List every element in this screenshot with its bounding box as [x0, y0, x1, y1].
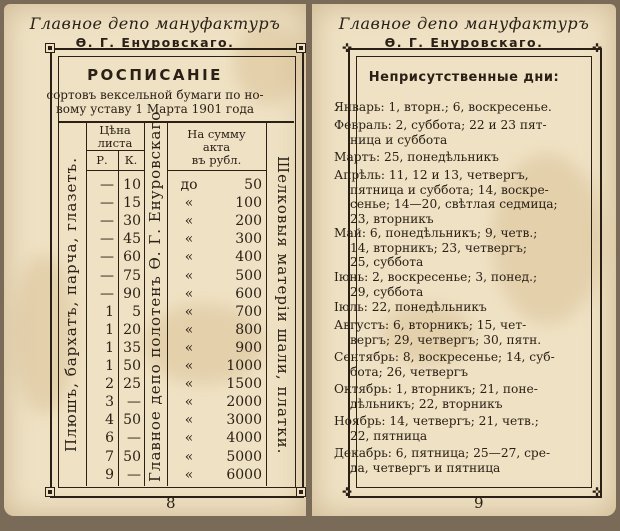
holiday-month: Январь:	[334, 100, 385, 114]
holiday-line	[334, 150, 602, 165]
holidays-title: Неприсутственные дни:	[368, 70, 560, 85]
sum-value-cell: 1000	[226, 358, 262, 374]
price-rub-cell: 1	[105, 303, 114, 320]
holiday-days: 23, вторникъ	[350, 211, 434, 226]
holiday-line	[334, 241, 602, 256]
holiday-days: 1, вторникъ; 21, поне-	[395, 382, 538, 396]
sum-prefix-cell: «	[184, 267, 194, 284]
price-rub-cell: 4	[105, 412, 114, 429]
col-sum-line1: На сумму	[187, 127, 246, 141]
left-vertical-text: Плюшъ, бархатъ, парча, глазетъ.	[62, 157, 80, 453]
sum-prefix-cell: «	[184, 394, 194, 411]
corner-ornament-icon: ✜	[342, 485, 353, 499]
holiday-line	[334, 446, 602, 461]
price-kop-cell: 35	[123, 339, 141, 356]
price-rub-cell: —	[100, 231, 114, 248]
corner-ornament-icon: ✜	[592, 41, 603, 55]
holiday-line	[334, 414, 602, 429]
holiday-line	[334, 226, 602, 241]
sum-prefix-cell: «	[184, 285, 194, 302]
sum-value-cell: 600	[235, 285, 262, 302]
holiday-days: 6, вторникъ; 15, чет-	[392, 318, 527, 332]
sum-prefix-cell: «	[184, 231, 194, 248]
holiday-line	[334, 168, 602, 183]
holiday-line	[334, 429, 602, 444]
price-rub-cell: —	[100, 285, 114, 302]
price-kop-cell: 50	[123, 358, 141, 374]
sum-prefix-cell: «	[184, 195, 194, 212]
corner-ornament-icon	[45, 43, 55, 53]
sum-prefix-cell: «	[184, 249, 194, 266]
price-rub-cell: 1	[105, 358, 114, 374]
price-kop-cell: 50	[123, 448, 141, 465]
sum-value-cell: 5000	[226, 448, 262, 465]
holiday-month: Октябрь:	[334, 382, 392, 396]
table-hline	[167, 170, 266, 171]
holiday-line	[334, 212, 602, 227]
price-kop-cell: —	[127, 466, 141, 483]
holiday-line	[334, 183, 602, 198]
price-kop-cell: —	[127, 430, 141, 447]
right-page-number: 9	[474, 494, 484, 512]
sum-value-cell: 6000	[226, 466, 262, 483]
holiday-days: 29, суббота	[350, 284, 424, 299]
price-rub-cell: —	[100, 267, 114, 284]
col-price-line2: листа	[97, 136, 133, 150]
holiday-month: Сентябрь:	[334, 350, 399, 364]
price-kop-cell: 10	[123, 177, 141, 193]
holiday-entry	[334, 118, 602, 147]
sum-value-cell: 200	[235, 213, 262, 230]
sum-value-cell: 800	[235, 321, 262, 338]
holiday-line	[334, 285, 602, 300]
holiday-line	[334, 270, 602, 285]
holiday-days: 2, суббота; 22 и 23 пят-	[395, 118, 547, 132]
sum-prefix-cell: «	[184, 430, 194, 447]
sum-prefix-cell: до	[180, 177, 198, 193]
holiday-days: сенье; 14—20, свѣтлая седмица;	[350, 197, 558, 211]
price-kop-cell: 20	[123, 321, 141, 338]
holiday-line	[334, 318, 602, 333]
holiday-entry	[334, 446, 602, 475]
holiday-entry	[334, 100, 602, 115]
sum-value-cell: 4000	[226, 430, 262, 447]
holiday-days: 2, воскресенье; 3, понед.;	[372, 270, 538, 284]
price-rub-cell: 1	[105, 339, 114, 356]
sum-prefix-cell: «	[184, 213, 194, 230]
sum-prefix-cell: «	[184, 448, 194, 465]
holiday-days: 14, вторникъ; 23, четвергъ;	[350, 240, 527, 255]
sum-value-cell: 50	[244, 177, 262, 193]
holiday-entry	[334, 150, 602, 165]
price-kop-cell: 15	[123, 195, 141, 212]
holiday-entry	[334, 414, 602, 443]
holiday-days: 6, пятница; 25—27, сре-	[395, 446, 551, 460]
col-price-line1: Цѣна	[99, 123, 131, 137]
holiday-line	[334, 461, 602, 476]
sum-prefix-cell: «	[184, 412, 194, 429]
holiday-month: Іюль:	[334, 300, 368, 314]
left-header-line1: Главное депо мануфактуръ	[29, 14, 281, 33]
sum-prefix-cell: «	[184, 321, 194, 338]
corner-ornament-icon	[296, 487, 306, 497]
sum-value-cell: 500	[235, 267, 262, 284]
sum-value-cell: 900	[235, 339, 262, 356]
col-sum-header	[167, 128, 266, 167]
price-kop-cell: 45	[123, 231, 141, 248]
price-rub-cell: 6	[105, 430, 114, 447]
sum-value-cell: 1500	[226, 376, 262, 393]
holiday-line	[334, 300, 602, 315]
holiday-days: да, четвергъ и пятница	[350, 460, 501, 475]
left-page-number: 8	[166, 494, 176, 512]
sum-prefix-cell: «	[184, 376, 194, 393]
corner-ornament-icon	[296, 43, 306, 53]
corner-ornament-icon	[45, 487, 55, 497]
holiday-month: Апрѣль:	[334, 168, 385, 182]
holiday-days: 14, четвергъ; 21, четв.;	[389, 414, 539, 428]
price-kop-cell: 60	[123, 249, 141, 266]
col-rub-header: Р.	[96, 153, 108, 167]
holiday-line	[334, 397, 602, 412]
sum-value-cell: 300	[235, 231, 262, 248]
right-header-line2: Ѳ. Г. Енуровскаго.	[384, 35, 544, 50]
holiday-month: Декабрь:	[334, 446, 392, 460]
holiday-days: пятница и суббота; 14, воскре-	[350, 182, 549, 197]
table-vline	[86, 122, 87, 486]
holiday-month: Май:	[334, 226, 366, 240]
sum-prefix-cell: «	[184, 303, 194, 320]
holiday-days: 1, вторн.; 6, воскресенье.	[388, 100, 552, 114]
holiday-month: Ноябрь:	[334, 414, 386, 428]
schedule-subtitle-1: сортовъ вексельной бумаги по но-	[46, 88, 264, 102]
table-hline	[86, 170, 144, 171]
holiday-days: 8, воскресенье; 14, суб-	[402, 350, 555, 364]
price-rub-cell: —	[100, 177, 114, 193]
middle-vertical-text: Главное депо полотенъ Ѳ. Г. Енуровскаго	[146, 110, 164, 482]
sum-value-cell: 2000	[226, 394, 262, 411]
holiday-month: Іюнь:	[334, 270, 369, 284]
right-page	[312, 4, 616, 516]
holiday-month: Февраль:	[334, 118, 392, 132]
sum-value-cell: 100	[235, 195, 262, 212]
price-kop-cell: 5	[132, 303, 141, 320]
price-rub-cell: —	[100, 195, 114, 212]
table-vline	[144, 122, 145, 486]
corner-ornament-icon: ✜	[342, 41, 353, 55]
sum-prefix-cell: «	[184, 339, 194, 356]
col-kop-header: К.	[124, 153, 138, 167]
holiday-line	[334, 350, 602, 365]
left-page	[4, 4, 306, 516]
price-rub-cell: 7	[105, 448, 114, 465]
price-rub-cell: —	[100, 249, 114, 266]
right-vertical-text: Шелковыя матеріи шали, платки.	[274, 155, 292, 455]
table-vline	[167, 122, 168, 486]
price-kop-cell: 90	[123, 285, 141, 302]
col-sum-line3: въ рубл.	[191, 153, 242, 167]
holiday-entry	[334, 168, 602, 226]
sum-value-cell: 3000	[226, 412, 262, 429]
price-rub-cell: —	[100, 213, 114, 230]
price-rub-cell: 2	[105, 376, 114, 393]
price-rub-cell: 3	[105, 394, 114, 411]
table-top-rule	[59, 121, 294, 123]
holiday-days: вергъ; 29, четвергъ; 30, пятн.	[350, 332, 542, 347]
holiday-line	[334, 382, 602, 397]
holiday-entry	[334, 350, 602, 379]
holiday-entry	[334, 300, 602, 315]
col-price-header	[86, 124, 144, 150]
schedule-title: РОСПИСАНІЕ	[87, 66, 223, 84]
holiday-entry	[334, 382, 602, 411]
holiday-line	[334, 365, 602, 380]
holiday-line	[334, 118, 602, 133]
holiday-line	[334, 197, 602, 212]
holiday-days: 25, суббота	[350, 255, 424, 269]
right-header	[312, 14, 616, 50]
sum-prefix-cell: «	[184, 358, 194, 374]
holiday-entry	[334, 226, 602, 270]
holiday-entry	[334, 270, 602, 299]
table-vline	[266, 122, 267, 486]
holiday-month: Мартъ:	[334, 150, 381, 164]
holiday-line	[334, 133, 602, 148]
schedule-subtitle-2: вому уставу 1 Марта 1901 года	[56, 102, 254, 116]
holiday-month: Августъ:	[334, 318, 390, 332]
sum-value-cell: 700	[235, 303, 262, 320]
price-kop-cell: 50	[123, 412, 141, 429]
price-kop-cell: 25	[123, 376, 141, 393]
price-kop-cell: 75	[123, 267, 141, 284]
sum-value-cell: 400	[235, 249, 262, 266]
holiday-line	[334, 333, 602, 348]
holiday-days: ница и суббота	[350, 132, 448, 147]
price-kop-cell: 30	[123, 213, 141, 230]
holiday-days: бота; 26, четвергъ	[350, 364, 468, 379]
holiday-days: 11, 12 и 13, четвергъ,	[388, 168, 529, 182]
holiday-days: 25, понедѣльникъ	[384, 150, 499, 164]
holiday-line	[334, 100, 602, 115]
left-header-line2: Ѳ. Г. Енуровскаго.	[75, 35, 235, 50]
right-header-line1: Главное депо мануфактуръ	[338, 14, 590, 33]
holiday-days: 6, понедѣльникъ; 9, четв.;	[369, 226, 538, 240]
corner-ornament-icon: ✜	[592, 485, 603, 499]
holiday-days: дѣльникъ; 22, вторникъ	[350, 396, 503, 411]
col-sum-line2: акта	[202, 140, 231, 154]
holiday-entry	[334, 318, 602, 347]
price-kop-cell: —	[127, 394, 141, 411]
sum-prefix-cell: «	[184, 466, 194, 483]
holiday-line	[334, 255, 602, 270]
price-rub-cell: 1	[105, 321, 114, 338]
holiday-days: 22, пятница	[350, 428, 428, 443]
price-rub-cell: 9	[105, 466, 114, 483]
table-hline	[86, 150, 144, 151]
holiday-days: 22, понедѣльникъ	[371, 300, 487, 314]
